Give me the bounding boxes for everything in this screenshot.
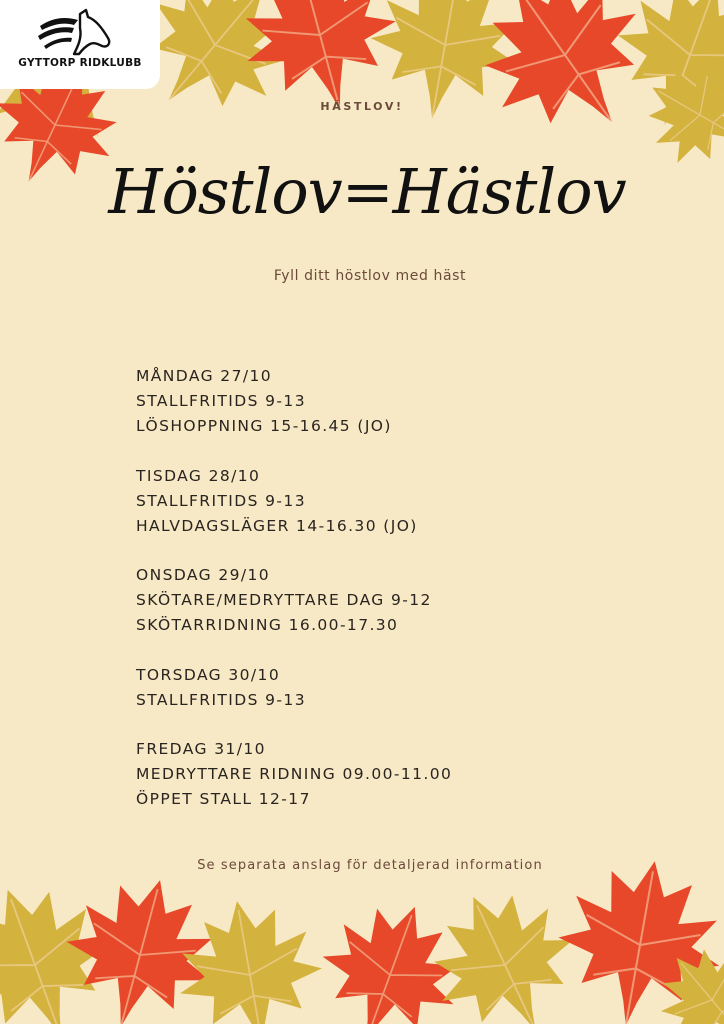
schedule-activity: LÖSHOPPNING 15-16.45 (JO) xyxy=(136,417,392,435)
schedule-day-heading: TORSDAG 30/10 xyxy=(136,665,281,684)
schedule-day-friday xyxy=(136,737,656,812)
horse-head-icon xyxy=(34,8,116,56)
schedule-day-wednesday xyxy=(136,563,656,638)
subtitle: Fyll ditt höstlov med häst xyxy=(273,268,467,284)
schedule-day-heading: ONSDAG 29/10 xyxy=(136,566,271,584)
schedule-activity: STALLFRITIDS 9-13 xyxy=(136,491,306,510)
footer-note: Se separata anslag för detaljerad information xyxy=(197,858,543,873)
schedule-day-tuesday xyxy=(136,464,656,539)
leaf-red-top-right xyxy=(449,0,678,169)
schedule-activity: STALLFRITIDS 9-13 xyxy=(136,690,306,709)
schedule-day-heading: TISDAG 28/10 xyxy=(136,466,261,485)
schedule-activity: HALVDAGSLÄGER 14-16.30 (JO) xyxy=(136,516,418,535)
schedule-day-thursday xyxy=(136,663,656,713)
schedule-activity: SKÖTARE/MEDRYTTARE DAG 9-12 xyxy=(136,591,432,609)
leaf-gold-bottom-center-left xyxy=(166,889,333,1024)
page-title: Höstlov=Hästlov xyxy=(108,155,626,228)
schedule-activity: STALLFRITIDS 9-13 xyxy=(136,392,306,410)
schedule-day-heading: MÅNDAG 27/10 xyxy=(136,367,272,385)
schedule-day-heading: FREDAG 31/10 xyxy=(136,740,266,758)
logo-text: GYTTORP RIDKLUBB xyxy=(18,57,142,69)
club-logo xyxy=(0,0,160,89)
kicker-heading: HÄSTLOV! xyxy=(320,100,404,113)
schedule-list xyxy=(136,364,656,837)
leaf-red-bottom-left xyxy=(49,861,232,1024)
schedule-activity: SKÖTARRIDNING 16.00-17.30 xyxy=(136,616,399,634)
schedule-activity: MEDRYTTARE RIDNING 09.00-11.00 xyxy=(136,765,453,783)
schedule-day-monday xyxy=(136,364,656,439)
leaf-red-bottom-center xyxy=(301,883,480,1024)
schedule-activity: ÖPPET STALL 12-17 xyxy=(136,790,311,808)
